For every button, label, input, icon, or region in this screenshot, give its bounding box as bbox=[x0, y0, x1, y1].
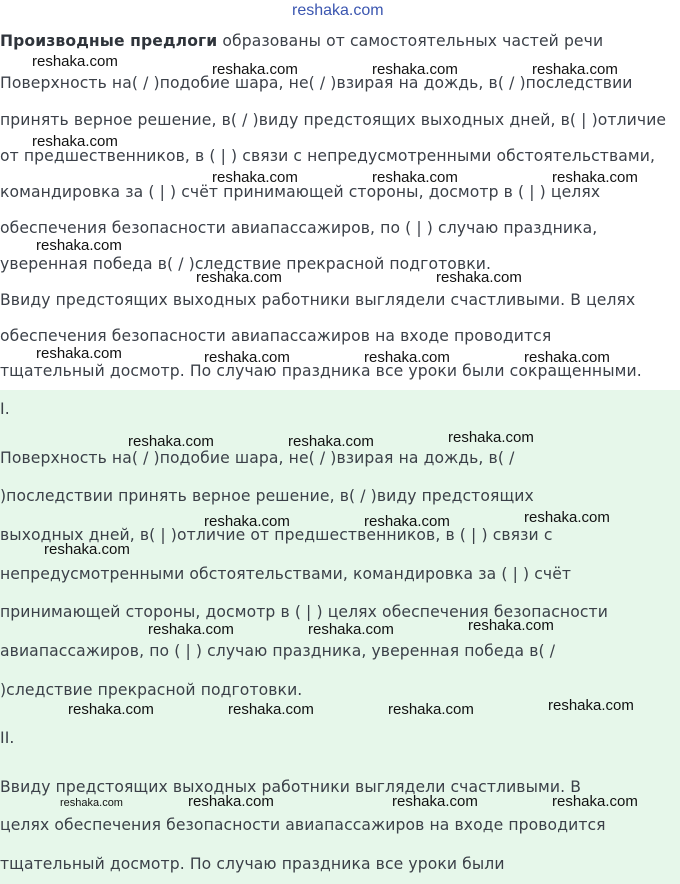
task-line-6: уверенная победа в( / )следствие прекрасной подготовки. bbox=[0, 255, 492, 273]
task-line-9: тщательный досмотр. По случаю праздника все уроки были сокращенными. bbox=[0, 362, 642, 380]
task-line-2: принять верное решение, в( / )виду предстоящих выходных дней, в( | )отличие bbox=[0, 111, 667, 129]
intro-line bbox=[0, 32, 603, 50]
watermark: reshaka.com bbox=[32, 53, 118, 70]
watermark: reshaka.com bbox=[32, 133, 118, 150]
task-line-3: от предшественников, в ( | ) связи с непредусмотренными обстоятельствами, bbox=[0, 147, 656, 165]
watermark: reshaka.com bbox=[196, 269, 282, 286]
watermark: reshaka.com bbox=[548, 697, 634, 714]
watermark: reshaka.com bbox=[36, 345, 122, 362]
section-1-line-6: авиапассажиров, по ( | ) случаю праздника, уверенная победа в( / bbox=[0, 642, 556, 660]
watermark: reshaka.com bbox=[372, 169, 458, 186]
watermark: reshaka.com bbox=[44, 541, 130, 558]
section-2-label: II. bbox=[0, 729, 15, 747]
task-line-8: обеспечения безопасности авиапассажиров на входе проводится bbox=[0, 327, 552, 345]
watermark: reshaka.com bbox=[532, 61, 618, 78]
watermark: reshaka.com bbox=[524, 509, 610, 526]
watermark: reshaka.com bbox=[288, 433, 374, 450]
section-1-label: I. bbox=[0, 400, 10, 418]
task-line-4: командировка за ( | ) счёт принимающей стороны, досмотр в ( | ) целях bbox=[0, 183, 601, 201]
section-1-line-2: )последствии принять верное решение, в( / )виду предстоящих bbox=[0, 487, 534, 505]
section-2-line-3: тщательный досмотр. По случаю праздника все уроки были bbox=[0, 855, 505, 873]
section-2-line-2: целях обеспечения безопасности авиапассажиров на входе проводится bbox=[0, 816, 606, 834]
watermark: reshaka.com bbox=[308, 621, 394, 638]
watermark: reshaka.com bbox=[552, 169, 638, 186]
task-line-7: Ввиду предстоящих выходных работники выглядели счастливыми. В целях bbox=[0, 291, 636, 309]
watermark: reshaka.com bbox=[68, 701, 154, 718]
watermark: reshaka.com bbox=[204, 349, 290, 366]
watermark: reshaka.com bbox=[212, 61, 298, 78]
section-1-line-5: принимающей стороны, досмотр в ( | ) целях обеспечения безопасности bbox=[0, 603, 608, 621]
task-line-5: обеспечения безопасности авиапассажиров, по ( | ) случаю праздника, bbox=[0, 219, 598, 237]
watermark: reshaka.com bbox=[188, 793, 274, 810]
intro-term: Производные предлоги bbox=[0, 32, 218, 50]
intro-rest: образованы от самостоятельных частей речи bbox=[217, 32, 604, 50]
watermark: reshaka.com bbox=[36, 237, 122, 254]
watermark: reshaka.com bbox=[552, 793, 638, 810]
watermark: reshaka.com bbox=[228, 701, 314, 718]
watermark: reshaka.com bbox=[364, 349, 450, 366]
watermark: reshaka.com bbox=[436, 269, 522, 286]
watermark: reshaka.com bbox=[128, 433, 214, 450]
watermark: reshaka.com bbox=[60, 797, 123, 809]
section-1-line-3: выходных дней, в( | )отличие от предшественников, в ( | ) связи с bbox=[0, 526, 553, 544]
watermark: reshaka.com bbox=[524, 349, 610, 366]
watermark: reshaka.com bbox=[364, 513, 450, 530]
section-1-line-1: Поверхность на( / )подобие шара, не( / )взирая на дождь, в( / bbox=[0, 449, 515, 467]
watermark: reshaka.com bbox=[148, 621, 234, 638]
watermark: reshaka.com bbox=[212, 169, 298, 186]
task-line-1: Поверхность на( / )подобие шара, не( / )взирая на дождь, в( / )последствии bbox=[0, 74, 633, 92]
watermark: reshaka.com bbox=[204, 513, 290, 530]
section-1-line-7: )следствие прекрасной подготовки. bbox=[0, 681, 303, 699]
site-watermark-top: reshaka.com bbox=[292, 2, 384, 19]
section-2-line-1: Ввиду предстоящих выходных работники выглядели счастливыми. В bbox=[0, 778, 582, 796]
section-1-line-4: непредусмотренными обстоятельствами, командировка за ( | ) счёт bbox=[0, 565, 572, 583]
watermark: reshaka.com bbox=[392, 793, 478, 810]
watermark: reshaka.com bbox=[372, 61, 458, 78]
watermark: reshaka.com bbox=[388, 701, 474, 718]
watermark: reshaka.com bbox=[448, 429, 534, 446]
watermark: reshaka.com bbox=[468, 617, 554, 634]
